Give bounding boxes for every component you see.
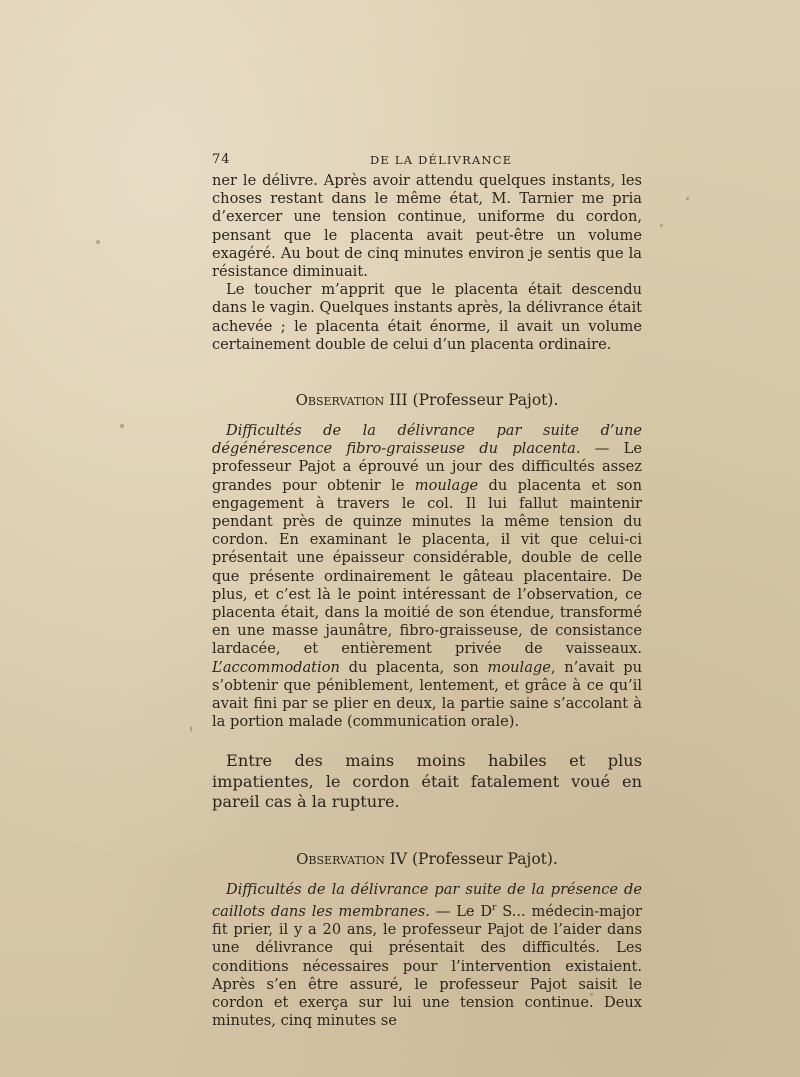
observation-3-subtitle: Difficultés de la délivrance par suite d’une dégénérescence fibro-graisseuse du placenta. xyxy=(212,422,642,458)
observation-3-comment: Entre des mains moins habiles et plus impatientes, le cordon était fatalement voué en pareil cas à la rupture. xyxy=(212,751,642,812)
observation-3-heading xyxy=(212,390,642,410)
paper-speck xyxy=(96,240,100,244)
running-head xyxy=(212,150,642,172)
observation-4-body xyxy=(212,881,642,1030)
paper-speck xyxy=(120,424,124,428)
paragraph-toucher: Le toucher m’apprit que le placenta était descendu dans le vagin. Quelques instants après, la délivrance était achevée ; le placenta était énorme, il avait un volume certainement double de celui d’un placenta ordinaire. xyxy=(212,281,642,353)
observation-4-text-1: — Le D xyxy=(429,903,493,921)
observation-4-superscript: r xyxy=(492,903,497,914)
observation-3-text-2: du placenta et son engagement à travers le col. Il lui fallut maintenir pendant près de quinze minutes la même tension du cordon. En examinant le placenta, il vit que celui-ci présentait une épaisseur considérable, double de celle que présente ordinairement le gâteau placentaire. De plus, et c’est là le point intéressant de l’observation, ce placenta était, dans la moitié de son étendue, transformé en une masse jaunâtre, fibro-graisseuse, de consistance lardacée, et entièrement privée de vaisseaux. xyxy=(212,476,642,658)
text-block xyxy=(212,150,642,1030)
observation-3-text-1: — Le professeur Pajot a éprouvé un jour des difficultés assez grandes pour obtenir le xyxy=(212,440,642,494)
observation-3-title: III (Professeur Pajot). xyxy=(389,391,559,410)
page-number: 74 xyxy=(212,152,231,167)
observation-3-text-3: du placenta, son xyxy=(339,658,488,676)
paper-speck xyxy=(660,224,663,227)
observation-4-label: Observation xyxy=(296,849,385,868)
observation-3-italic-1: moulage xyxy=(414,476,479,494)
observation-4-subtitle: Difficultés de la délivrance par suite de la présence de caillots dans les membranes. xyxy=(212,880,642,921)
observation-3-body xyxy=(212,422,642,731)
observation-3-text-4: , n’avait pu s’obtenir que péniblement, lentement, et grâce à ce qu’il avait fini par se plier en deux, la partie saine s’accolant à la portion malade (communication orale). xyxy=(212,658,642,731)
paragraph-continuation: ner le délivre. Après avoir attendu quelques instants, les choses restant dans le même état, M. Tarnier me pria d’exercer une tension continue, uniforme du cordon, pensant que le placenta avait peut-être un volume exagéré. Au bout de cinq minutes environ je sentis que la résistance diminuait. xyxy=(212,172,642,281)
observation-3-label: Observation xyxy=(295,391,385,410)
observation-4-title: IV (Professeur Pajot). xyxy=(389,849,558,868)
observation-3-italic-2: L’accommodation xyxy=(212,658,340,676)
observation-3-italic-3: moulage xyxy=(487,658,551,676)
paper-speck xyxy=(686,197,689,200)
paper-speck xyxy=(190,726,192,732)
running-title: DE LA DÉLIVRANCE xyxy=(370,153,513,167)
observation-4-heading xyxy=(212,849,642,869)
observation-4-text-2: S... médecin-major fit prier, il y a 20 ans, le professeur Pajot de l’aider dans une délivrance qui présentait des difficultés. Les conditions nécessaires pour l’intervention existaient. Après s’en être assuré, le professeur Pajot saisit le cordon et exerça sur lui une tension continue. Deux minutes, cinq minutes se xyxy=(212,903,643,1030)
